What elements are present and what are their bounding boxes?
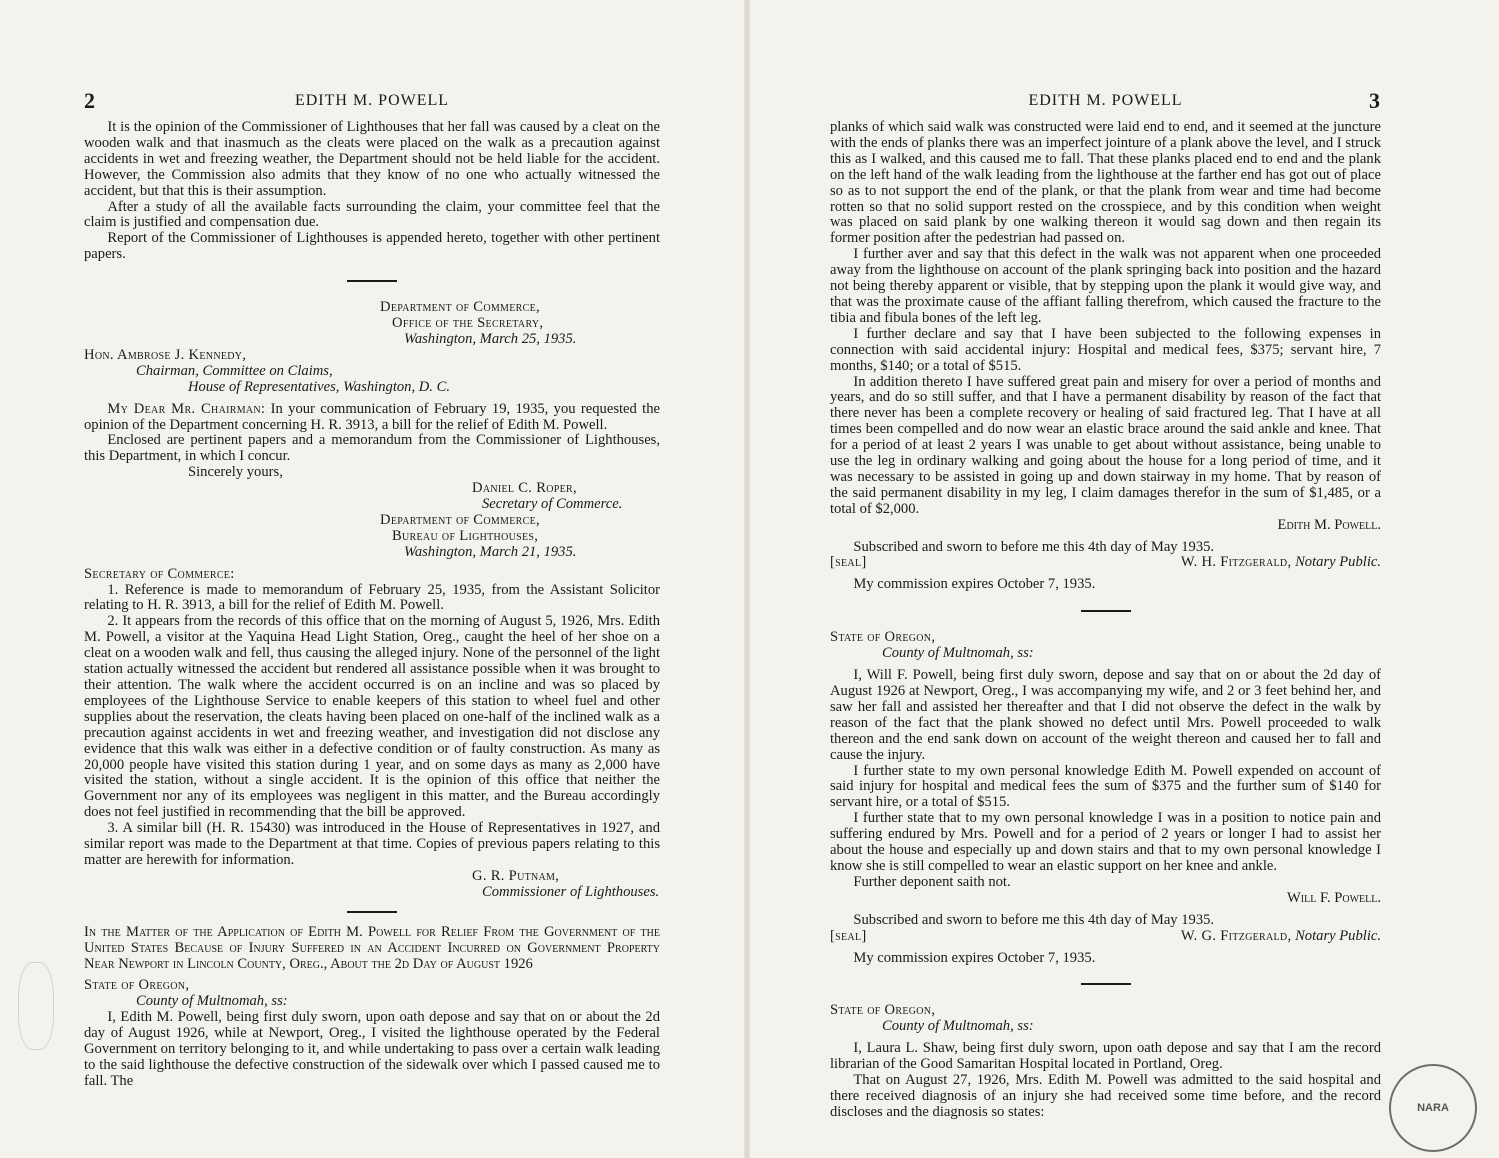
seal-label: [seal] [830,927,867,944]
subscribed-line: Subscribed and sworn to before me this 4th day of May 1935. [853,911,1215,928]
salutation: My Dear Mr. Chairman: [107,400,266,417]
notary-signature: W. G. Fitzgerald, Notary Public. [1180,927,1381,944]
closing: Sincerely yours, [188,464,283,481]
signature-block [84,869,660,901]
affidavit-paragraph: Further deponent saith not. [853,873,1011,890]
letterhead-1 [84,300,660,348]
memo-paragraph: 3. A similar bill (H. R. 15430) was introduced in the House of Representatives in 1927, and similar report was made to the Department at that time. Copies of previous papers relating to this matter are herewith for information. [84,820,660,868]
paragraph: After a study of all the available facts surrounding the claim, your committee feel that the claim is justified and compensation due. [84,198,660,231]
county-line: County of Multnomah, ss: [882,1018,1034,1035]
notary-row [830,929,1381,945]
paragraph: It is the opinion of the Commissioner of Lighthouses that her fall was caused by a cleat on the wooden walk and that inasmuch as the cleats were placed on the walk as a precaution against accidents in wet and freezing weather, the Department should not be held liable for the accident. However, the Commission also admits that they know of no one who actually witnessed the accident, but that this is their assumption. [84,119,660,199]
letter-body: Enclosed are pertinent papers and a memorandum from the Commissioner of Lighthouses, this Department, in which I concur. [84,432,660,465]
notary-row [830,555,1381,571]
memo-paragraph: 1. Reference is made to memorandum of February 25, 1935, from the Assistant Solicitor relating to H. R. 3913, a bill for the relief of Edith M. Powell. [84,581,660,614]
memo-to: Secretary of Commerce: [84,565,235,582]
affidavit-paragraph: In addition thereto I have suffered great pain and misery for over a period of months and years, and do so still suffer, and that I have a permanent disability by reason of the fact that there never has been a complete recovery or healing of said fractured leg. That I have at all times been compelled and do now wear an elastic brace around the said ankle and knee. That for a period of at least 2 years I was unable to get about without assistance, being unable to use the leg in ordinary walking and going about the house for a long period of time, and it was necessary to be assisted in going up and down stairway in my home. That by reason of the said permanent disability in my leg, I claim damages therefor in the sum of $1,485, or a total of $2,000. [830,373,1381,517]
affidavit-paragraph: I, Edith M. Powell, being first duly sworn, upon oath depose and say that on or about the 2d day of August 1926, while at Newport, Oreg., I visited the lighthouse operated by the Federal Government on territory belonging to it, and while undertaking to pass over a certain walk leading to the said lighthouse the defective construction of the sidewalk over which I passed caused me to fall. The [84,1009,660,1089]
affidavit-paragraph: I further aver and say that this defect in the walk was not apparent when one proceeded away from the lighthouse on account of the plank springing back into position and the hazard not being thereby apparent or visible, that by stepping upon the plank it would give way, and that was the proximate cause of the affiant falling therefrom, which caused the fracture to the tibia and fibula bones of the left leg. [830,246,1381,326]
state-line: State of Oregon, [830,1002,936,1019]
section-rule [1081,610,1131,612]
running-head-left [84,88,660,120]
section-rule [347,280,397,282]
stamp-text: NARA [1417,1102,1449,1114]
memo-paragraph: 2. It appears from the records of this office that on the morning of August 5, 1926, Mrs. Edith M. Powell, a visitor at the Yaquina Head Light Station, Oreg., caught the heel of her shoe on a cleat on a wooden walk and fell, thus causing the alleged injury. None of the personnel of the light station actually witnessed the accident but rendered all assistance possible when it was brought to their attention. The walk where the accident occurred is on an incline and was so placed by employees of the Lighthouse Service to enable keepers of this station to wheel fuel and other supplies about the reservation, the cleats having been placed on one-half of the inclined walk as a precaution against accidents in wet and freezing weather, and investigation did not disclose any evidence that this walk was either in a defective condition or of faulty construction. As many as 20,000 people have visited this station during 1 year, and on some days as many as 2,000 have visited the station, without a single accident. It is the opinion of this office that neither the Government nor any of its employees was negligent in this matter, and the Bureau accordingly does not feel justified in recommending that the bill be approved. [84,613,660,821]
page-left [0,0,740,1158]
addressee-house: House of Representatives, Washington, D. C. [188,378,450,395]
signer-name: G. R. Putnam, [472,867,560,884]
page-gutter [744,0,750,1158]
seal-label: [seal] [830,554,867,571]
affiant-signature: Edith M. Powell. [1277,516,1381,533]
letterhead-dept: Department of Commerce, [380,299,540,316]
signature-block [84,481,660,513]
page-body-left [84,120,660,1090]
running-title: EDITH M. POWELL [294,92,450,109]
affidavit-paragraph: That on August 27, 1926, Mrs. Edith M. Powell was admitted to the said hospital and there received diagnosis of an injury she had received some time before, and the record discloses and the diagnosis so states: [830,1072,1381,1120]
page-number: 3 [1369,88,1381,113]
affiant-signature: Will F. Powell. [1287,889,1381,906]
affidavit-paragraph: I further state to my own personal knowledge Edith M. Powell expended on account of said injury for hospital and medical fees the sum of $375 and the further sum of $140 for servant hire, or a total of $515. [830,762,1381,811]
affidavit-paragraph: I further state that to my own personal knowledge I was in a position to notice pain and suffering endured by Mrs. Powell and for a period of 2 years or longer I had to assist her about the house and especially up and down stairs and that to my own personal knowledge I know she is still compelled to wear an elastic support on her knee and ankle. [830,810,1381,874]
letterhead-office: Office of the Secretary, [392,315,544,332]
paragraph: Report of the Commissioner of Lighthouses is appended hereto, together with other pertinent papers. [84,230,660,263]
addressee-title: Chairman, Committee on Claims, [136,362,333,379]
commission-expires: My commission expires October 7, 1935. [853,576,1096,593]
affidavit-paragraph: I, Will F. Powell, being first duly sworn, depose and say that on or about the 2d day of August 1926 at Newport, Oreg., I was accompanying my wife, and 2 or 3 feet behind her, and saw her fall and assisted her thereafter and that I did not observe the defect in the walk by reason of the fact that the plank showed no defect until Mrs. Powell proceeded to walk thereon and the end sank down on account of the weight thereon and caused her to fall and cause the injury. [830,667,1381,763]
section-rule [347,911,397,913]
signer-name: Daniel C. Roper, [472,480,577,497]
affidavit-paragraph: planks of which said walk was constructed were laid end to end, and it seemed at the juncture with the ends of planks there was an imperfect jointure of a plank above the level, and I struck this as I walked, and this caused me to fall. That these planks placed end to end and the plank on the left hand of the walk leading from the lighthouse at the farther end has got out of place so as to not support the end of the plank, or that the plank from wear and time had become rotten so that no solid support rested on the crosspiece, and by this condition when weight was placed on said plank by one walking thereon it would sag down and then regain its former position after the pedestrian had passed on. [830,119,1381,247]
county-line: County of Multnomah, ss: [136,993,288,1010]
matter-heading: In the Matter of the Application of Edith M. Powell for Relief From the Government of the United States Because of Injury Suffered in an Accident Incurred on Government Property Near Newport in Lincoln County, Oreg., About the 2d Day of August 1926 [84,923,660,972]
state-line: State of Oregon, [830,629,936,646]
signer-title: Commissioner of Lighthouses. [482,883,660,900]
subscribed-line: Subscribed and sworn to before me this 4th day of May 1935. [853,538,1215,555]
letterhead-office: Bureau of Lighthouses, [392,527,539,544]
letterhead-dept: Department of Commerce, [380,511,540,528]
addressee: Hon. Ambrose J. Kennedy, [84,346,247,363]
notary-signature: W. H. Fitzgerald, Notary Public. [1180,554,1381,571]
section-rule [1081,983,1131,985]
archive-stamp [1389,1064,1477,1152]
county-line: County of Multnomah, ss: [882,645,1034,662]
running-title: EDITH M. POWELL [1028,92,1183,109]
letter-date: Washington, March 25, 1935. [404,330,577,347]
letterhead-2 [84,513,660,561]
page-right [752,0,1499,1158]
signer-title: Secretary of Commerce. [482,496,623,513]
affidavit-paragraph: I, Laura L. Shaw, being first duly sworn, upon oath depose and say that I am the record librarian of the Good Samaritan Hospital located in Portland, Oreg. [830,1040,1381,1073]
archive-stamp-left [18,962,54,1050]
affidavit-paragraph: I further declare and say that I have been subjected to the following expenses in connection with said accidental injury: Hospital and medical fees, $375; servant hire, 7 months, $140; or a total of $515. [830,325,1381,374]
letter-body: My Dear Mr. Chairman: In your communication of February 19, 1935, you requested the opinion of the Department concerning H. R. 3913, a bill for the relief of Edith M. Powell. [84,400,660,433]
state-line: State of Oregon, [84,977,190,994]
page-number: 2 [84,88,96,113]
letter-date: Washington, March 21, 1935. [404,543,577,560]
running-head-right [830,88,1381,120]
commission-expires: My commission expires October 7, 1935. [853,949,1096,966]
page-body-right [830,120,1381,1121]
